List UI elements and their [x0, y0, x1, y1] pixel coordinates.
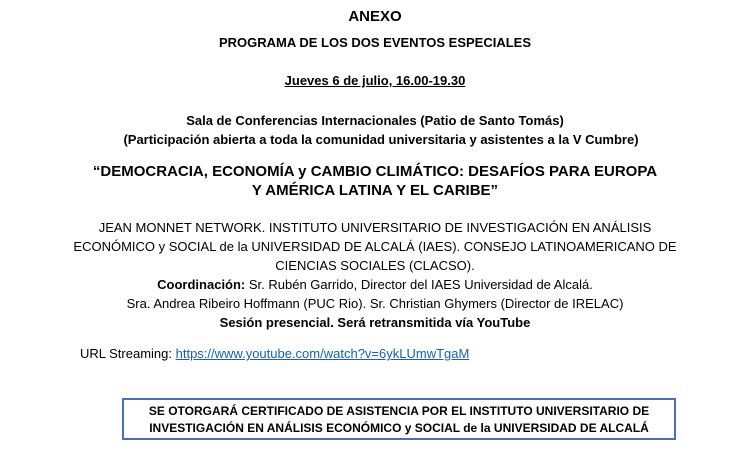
certificate-notice-box: [122, 398, 676, 440]
event-date: Jueves 6 de julio, 16.00-19.30: [284, 73, 466, 88]
streaming-line: [80, 346, 680, 361]
annex-title: ANEXO: [348, 8, 402, 25]
certificate-notice-line-1: SE OTORGARÁ CERTIFICADO DE ASISTENCIA POR EL INSTITUTO UNIVERSITARIO DE: [148, 404, 650, 418]
organizers-line-3: CIENCIAS SOCIALES (CLACSO).: [275, 258, 475, 273]
event-title-line-2: Y AMÉRICA LATINA Y EL CARIBE”: [251, 182, 499, 199]
certificate-notice-line-2: INVESTIGACIÓN EN ANÁLISIS ECONÓMICO y SOCIAL de la UNIVERSIDAD DE ALCALÁ: [149, 421, 649, 435]
coordination-label: Coordinación:: [157, 277, 246, 292]
event-venue: Sala de Conferencias Internacionales (Patio de Santo Tomás): [186, 113, 564, 128]
participation-note: (Participación abierta a toda la comunidad universitaria y asistentes a la V Cumbre): [123, 132, 639, 147]
event-title-line-1: “DEMOCRACIA, ECONOMÍA y CAMBIO CLIMÁTICO: DESAFÍOS PARA EUROPA: [92, 163, 658, 180]
streaming-link[interactable]: https://www.youtube.com/watch?v=6ykLUmwTgaM: [175, 346, 470, 361]
organizers-line-2: ECONÓMICO y SOCIAL de la UNIVERSIDAD DE ALCALÁ (IAES). CONSEJO LATINOAMERICANO DE: [73, 239, 677, 254]
streaming-label: URL Streaming:: [80, 346, 176, 361]
program-subtitle: PROGRAMA DE LOS DOS EVENTOS ESPECIALES: [218, 35, 532, 50]
coordination-line: [0, 277, 750, 292]
session-info: Sesión presencial. Será retransmitida vía YouTube: [219, 315, 531, 330]
organizers-line-1: JEAN MONNET NETWORK. INSTITUTO UNIVERSITARIO DE INVESTIGACIÓN EN ANÁLISIS: [98, 220, 652, 235]
coordination-line-2: Sra. Andrea Ribeiro Hoffmann (PUC Rio). Sr. Christian Ghymers (Director de IRELAC): [126, 296, 624, 311]
coordination-text: Sr. Rubén Garrido, Director del IAES Universidad de Alcalá.: [245, 277, 593, 292]
